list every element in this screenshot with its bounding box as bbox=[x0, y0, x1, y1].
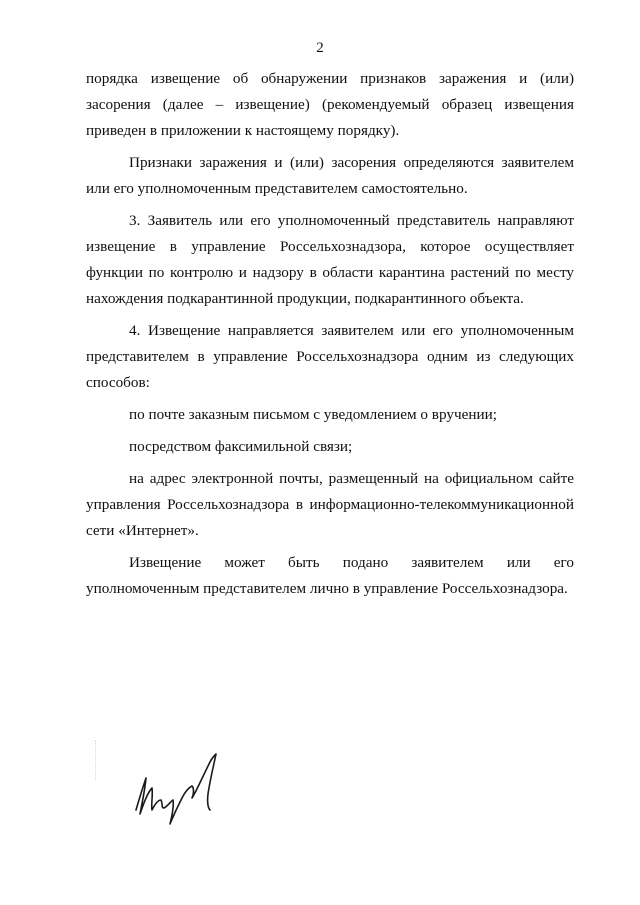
paragraph-item-3: 3. Заявитель или его уполномоченный представитель направляют извещение в управление Россельхознадзора, которое осуществляет функции по контролю и надзору в области карантина растений по месту нахождения подкарантинной продукции, подкарантинного объекта. bbox=[86, 212, 574, 307]
paragraph-continuation: порядка извещение об обнаружении признаков заражения и (или) засорения (далее – извещение) (рекомендуемый образец извещения приведен в приложении к настоящему порядку). bbox=[86, 70, 574, 139]
paragraph-method-fax: посредством факсимильной связи; bbox=[129, 438, 353, 455]
paragraph-in-person: Извещение может быть подано заявителем или его уполномоченным представителем лично в управление Россельхознадзора. bbox=[86, 554, 574, 597]
paragraph-item-4: 4. Извещение направляется заявителем или его уполномоченным представителем в управление Россельхознадзора одним из следующих способов: bbox=[86, 322, 574, 391]
paragraph-symptoms: Признаки заражения и (или) засорения определяются заявителем или его уполномоченным представителем самостоятельно. bbox=[86, 154, 574, 197]
paragraph-method-email: на адрес электронной почты, размещенный на официальном сайте управления Россельхознадзора в информационно-телекоммуникационной сети «Интернет». bbox=[86, 470, 574, 539]
margin-mark bbox=[95, 740, 97, 780]
page-number: 2 bbox=[316, 40, 324, 56]
handwritten-signature bbox=[128, 748, 238, 828]
paragraph-method-mail: по почте заказным письмом с уведомлением о вручении; bbox=[129, 406, 497, 423]
document-body bbox=[86, 66, 574, 608]
